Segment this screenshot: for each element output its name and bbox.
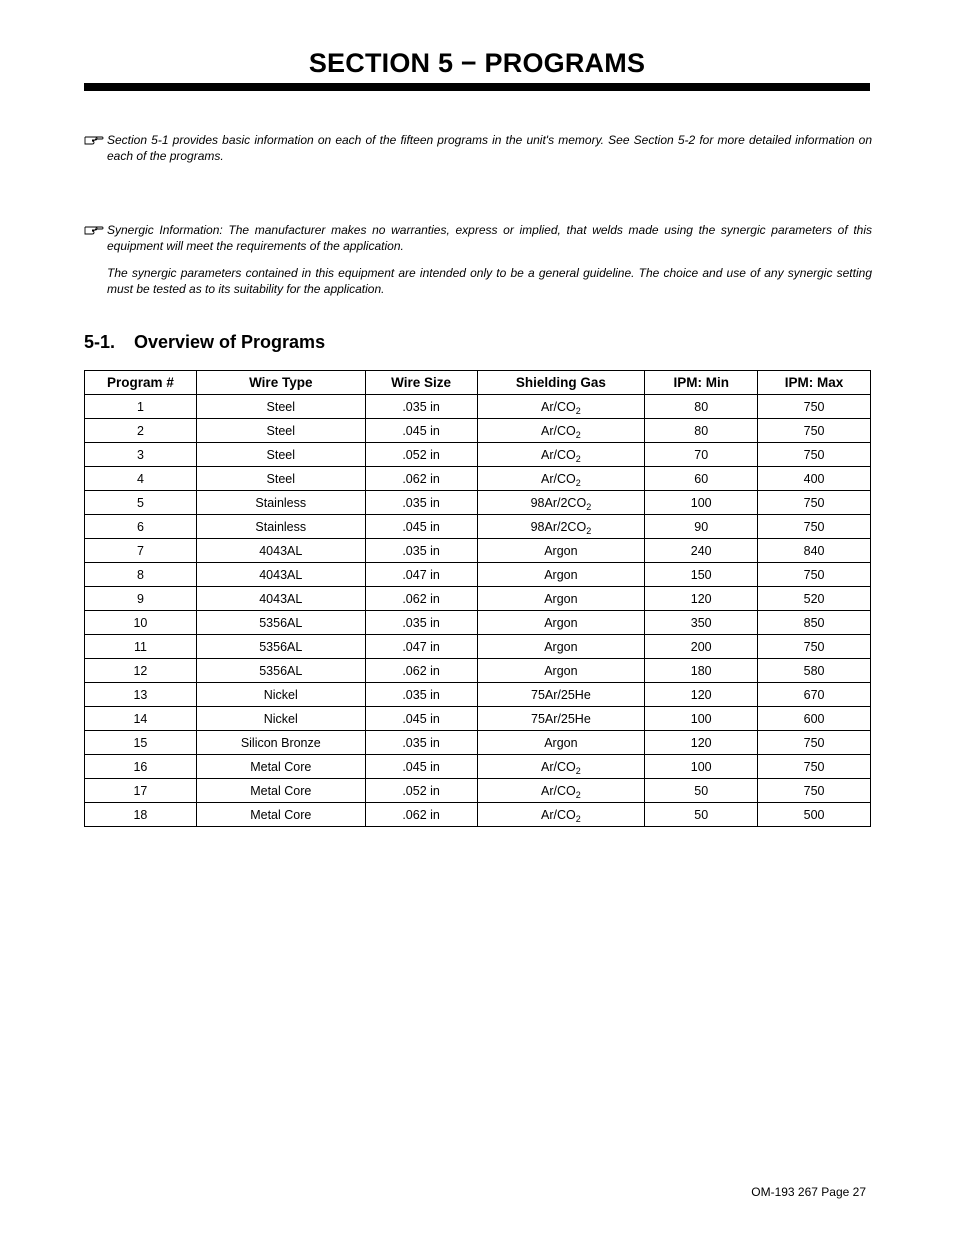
table-row (85, 611, 871, 635)
table-cell: .045 in (365, 707, 477, 731)
column-header: IPM: Min (645, 371, 758, 395)
table-cell: 7 (85, 539, 197, 563)
table-row (85, 539, 871, 563)
table-cell: Steel (196, 395, 365, 419)
table-cell: $98Ar/2CO_2$ (477, 515, 645, 539)
table-cell: Argon (477, 563, 645, 587)
table-cell: 200 (645, 635, 758, 659)
table-cell: 13 (85, 683, 197, 707)
table-cell: 750 (758, 563, 871, 587)
table-row (85, 395, 871, 419)
table-row (85, 515, 871, 539)
table-cell: 50 (645, 803, 758, 827)
table-cell: 11 (85, 635, 197, 659)
table-cell: .045 in (365, 419, 477, 443)
table-cell: Argon (477, 659, 645, 683)
table-cell: $Ar/CO_2$ (477, 779, 645, 803)
table-cell: 400 (758, 467, 871, 491)
table-cell: .035 in (365, 683, 477, 707)
table-cell: 9 (85, 587, 197, 611)
table-header-row (85, 371, 871, 395)
table-cell: $Ar/CO_2$ (477, 419, 645, 443)
pointing-hand-icon (84, 223, 104, 237)
table-cell: 580 (758, 659, 871, 683)
table-cell: Argon (477, 587, 645, 611)
section-heading (84, 332, 325, 353)
table-cell: 850 (758, 611, 871, 635)
table-cell: Argon (477, 635, 645, 659)
note-synergic (84, 223, 872, 309)
table-cell: .035 in (365, 611, 477, 635)
table-cell: 2 (85, 419, 197, 443)
column-header: IPM: Max (758, 371, 871, 395)
table-cell: .035 in (365, 395, 477, 419)
table-cell: 750 (758, 491, 871, 515)
table-cell: 750 (758, 731, 871, 755)
table-cell: 120 (645, 587, 758, 611)
title-rule (84, 83, 870, 91)
table-cell: Metal Core (196, 803, 365, 827)
table-cell: Steel (196, 467, 365, 491)
pointing-hand-icon (84, 133, 104, 147)
table-cell: 120 (645, 683, 758, 707)
table-cell: .035 in (365, 491, 477, 515)
table-cell: .047 in (365, 563, 477, 587)
table-row (85, 443, 871, 467)
table-cell: $Ar/CO_2$ (477, 467, 645, 491)
column-header: Shielding Gas (477, 371, 645, 395)
table-cell: 100 (645, 491, 758, 515)
table-cell: 750 (758, 419, 871, 443)
column-header: Wire Size (365, 371, 477, 395)
note-memory (84, 133, 872, 176)
table-cell: 840 (758, 539, 871, 563)
table-cell: 750 (758, 779, 871, 803)
table-cell: 70 (645, 443, 758, 467)
table-cell: 180 (645, 659, 758, 683)
table-cell: 670 (758, 683, 871, 707)
page-title: SECTION 5 − PROGRAMS (308, 48, 646, 78)
table-cell: 4043AL (196, 563, 365, 587)
table-cell: 8 (85, 563, 197, 587)
table-cell: $Ar/CO_2$ (477, 803, 645, 827)
table-cell: 100 (645, 755, 758, 779)
table-row (85, 779, 871, 803)
table-cell: .052 in (365, 443, 477, 467)
table-cell: 4 (85, 467, 197, 491)
table-cell: 12 (85, 659, 197, 683)
table-cell: 750 (758, 755, 871, 779)
table-cell: Argon (477, 731, 645, 755)
table-cell: 120 (645, 731, 758, 755)
table-cell: Nickel (196, 683, 365, 707)
table-cell: .047 in (365, 635, 477, 659)
table-cell: .052 in (365, 779, 477, 803)
table-cell: 75Ar/25He (477, 707, 645, 731)
table-cell: 80 (645, 419, 758, 443)
table-cell: 520 (758, 587, 871, 611)
table-row (85, 563, 871, 587)
table-row (85, 731, 871, 755)
table-cell: 10 (85, 611, 197, 635)
table-cell: 5 (85, 491, 197, 515)
table-cell: Steel (196, 443, 365, 467)
table-cell: .035 in (365, 539, 477, 563)
table-cell: 750 (758, 515, 871, 539)
programs-table (84, 370, 871, 827)
table-cell: $Ar/CO_2$ (477, 443, 645, 467)
table-cell: $Ar/CO_2$ (477, 755, 645, 779)
table-row (85, 803, 871, 827)
table-cell: 500 (758, 803, 871, 827)
table-cell: .035 in (365, 731, 477, 755)
table-cell: .045 in (365, 755, 477, 779)
table-cell: 50 (645, 779, 758, 803)
table-cell: 15 (85, 731, 197, 755)
table-cell: Silicon Bronze (196, 731, 365, 755)
table-cell: Stainless (196, 491, 365, 515)
table-cell: 350 (645, 611, 758, 635)
table-cell: .062 in (365, 587, 477, 611)
table-cell: 5356AL (196, 659, 365, 683)
note-paragraph: Synergic Information: The manufacturer makes no warranties, express or implied, that welds made using the synergic parameters of this equipment will meet the requirements of the application. (107, 223, 872, 253)
table-cell: 5356AL (196, 611, 365, 635)
table-cell: 4043AL (196, 587, 365, 611)
section-title: Overview of Programs (134, 332, 326, 352)
table-row (85, 683, 871, 707)
table-row (85, 755, 871, 779)
table-row (85, 659, 871, 683)
table-row (85, 467, 871, 491)
table-cell: 240 (645, 539, 758, 563)
table-cell: Nickel (196, 707, 365, 731)
table-cell: 14 (85, 707, 197, 731)
table-cell: 18 (85, 803, 197, 827)
table-cell: 60 (645, 467, 758, 491)
note-paragraph: The synergic parameters contained in this equipment are intended only to be a general guideline. The choice and use of any synergic setting must be tested as to its suitability for the application. (107, 266, 872, 296)
table-cell: Steel (196, 419, 365, 443)
column-header: Program # (85, 371, 197, 395)
table-cell: .062 in (365, 659, 477, 683)
table-row (85, 419, 871, 443)
page-footer: OM-193 267 Page 27 (751, 1185, 866, 1199)
table-cell: .045 in (365, 515, 477, 539)
table-cell: Metal Core (196, 755, 365, 779)
table-cell: 16 (85, 755, 197, 779)
table-row (85, 587, 871, 611)
table-cell: 150 (645, 563, 758, 587)
table-cell: 4043AL (196, 539, 365, 563)
table-cell: Argon (477, 539, 645, 563)
table-cell: Stainless (196, 515, 365, 539)
table-cell: 75Ar/25He (477, 683, 645, 707)
table-cell: 3 (85, 443, 197, 467)
table-cell: .062 in (365, 467, 477, 491)
table-cell: 80 (645, 395, 758, 419)
table-cell: 1 (85, 395, 197, 419)
table-cell: 750 (758, 635, 871, 659)
column-header: Wire Type (196, 371, 365, 395)
section-number: 5-1. (84, 332, 116, 352)
table-cell: 600 (758, 707, 871, 731)
table-cell: 750 (758, 443, 871, 467)
table-row (85, 491, 871, 515)
table-cell: 100 (645, 707, 758, 731)
table-cell: 6 (85, 515, 197, 539)
table-cell: 17 (85, 779, 197, 803)
table-cell: Metal Core (196, 779, 365, 803)
table-cell: $Ar/CO_2$ (477, 395, 645, 419)
table-cell: Argon (477, 611, 645, 635)
table-row (85, 635, 871, 659)
note-paragraph: Section 5-1 provides basic information on each of the fifteen programs in the unit's memory. See Section 5-2 for more detailed information on each of the programs. (107, 133, 872, 163)
table-cell: $98Ar/2CO_2$ (477, 491, 645, 515)
table-row (85, 707, 871, 731)
table-cell: 90 (645, 515, 758, 539)
table-cell: .062 in (365, 803, 477, 827)
table-cell: 5356AL (196, 635, 365, 659)
table-cell: 750 (758, 395, 871, 419)
